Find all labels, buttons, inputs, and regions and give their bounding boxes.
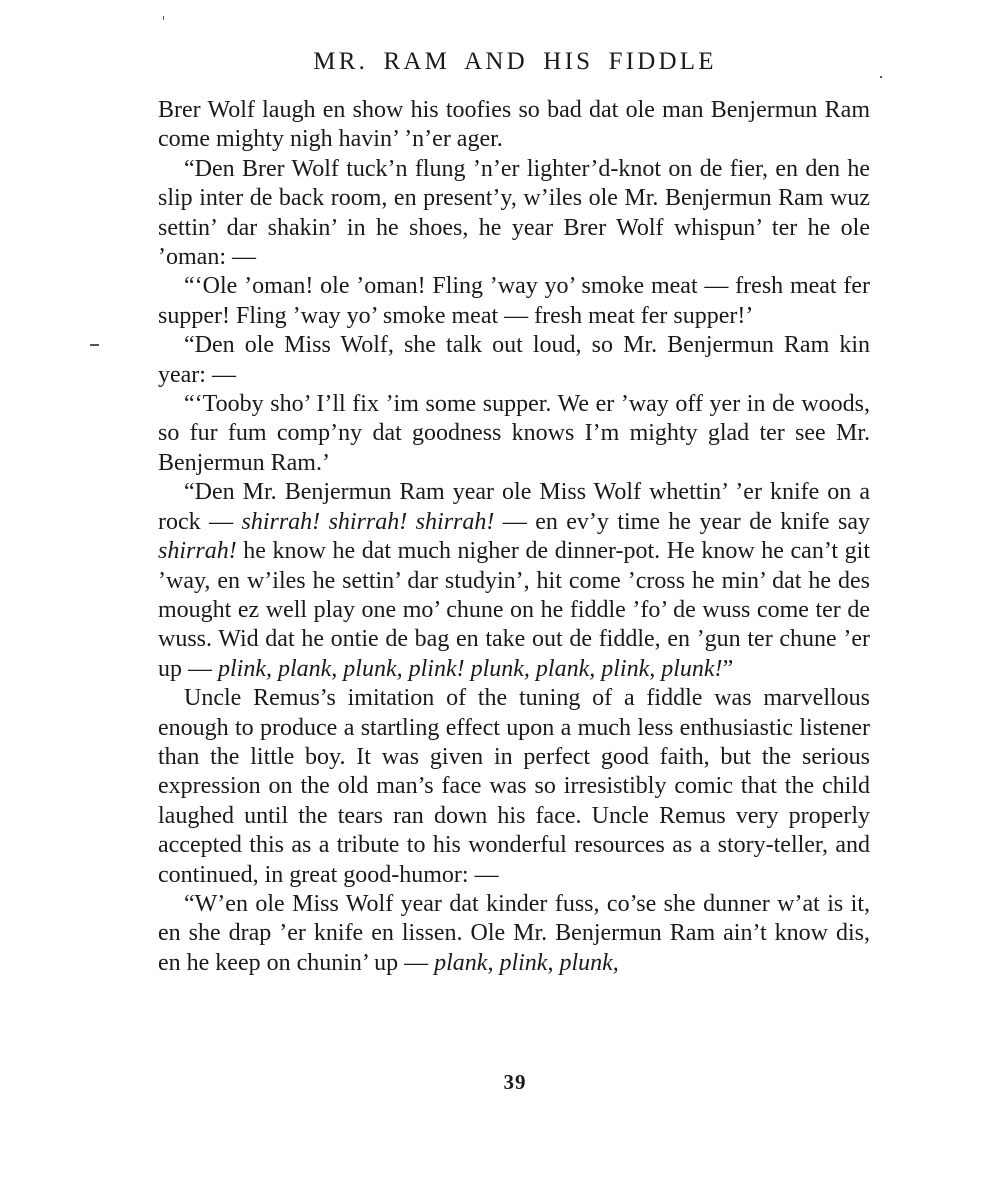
paragraph-1: Brer Wolf laugh en show his toofies so bad dat ole man Benjermun Ram come mighty nigh havin’ ’n’er ager. [158,97,870,153]
paragraph-6-text-3: he know he dat much nigher de dinner-pot. He know he can’t git ’way, en w’iles he settin’ dar studyin’, hit come ’cross he min’ dat he des mought ez well play one mo’ chune on he fiddle ’fo’ de wuss come ter de wuss. Wid dat he ontie de bag en take out de fiddle, en ’gun ter chune ’er up — [158,538,870,682]
paragraph-5: “‘Tooby sho’ I’ll fix ’im some supper. We er ’way off yer in de woods, so fur fum comp’ny dat goodness knows I’m mighty glad ter see Mr. Benjermun Ram.’ [158,391,870,476]
paragraph-6-text-4: ” [722,655,734,682]
paragraph-8 [158,890,870,978]
body-text [158,96,870,978]
paragraph-2: “Den Brer Wolf tuck’n flung ’n’er lighter’d-knot on de fier, en den he slip inter de back room, en present’y, w’iles ole Mr. Benjermun Ram wuz settin’ dar shakin’ in he shoes, he year Brer Wolf whispun’ ter he ole ’oman: — [158,155,870,271]
paragraph-6-italic-1: shirrah! shirrah! shirrah! [241,508,495,535]
paragraph-8-italic-1: plank, plink, plunk, [434,949,619,976]
page-number: 39 [503,1070,527,1094]
scan-speck [163,16,164,20]
running-title: MR. RAM AND HIS FIDDLE [313,48,717,75]
scan-speck [880,76,882,78]
paragraph-6-italic-3: plink, plank, plunk, plink! plunk, plank, plink, plunk! [218,655,723,682]
paragraph-4: “Den ole Miss Wolf, she talk out loud, so Mr. Benjermun Ram kin year: — [158,332,870,388]
paragraph-6-italic-2: shirrah! [158,538,237,565]
paragraph-8-text-1: “W’en ole Miss Wolf year dat kinder fuss, co’se she dunner w’at is it, en she drap ’er knife en lissen. Ole Mr. Benjermun Ram ain’t know dis, en he keep on chunin’ up — [158,890,870,976]
paragraph-6-text-1: “Den Mr. Benjermun Ram year ole Miss Wolf whettin’ ’er knife on a rock — [158,479,870,535]
scan-speck [90,344,99,346]
paragraph-6-text-2: — en ev’y time he year de knife say [494,508,870,535]
paragraph-7: Uncle Remus’s imitation of the tuning of a fiddle was marvellous enough to produce a startling effect upon a much less enthusiastic listener than the little boy. It was given in perfect good faith, but the serious expression on the old man’s face was so irresistibly comic that the child laughed until the tears ran down his face. Uncle Remus very properly accepted this as a tribute to his wonderful resources as a story-teller, and continued, in great good-humor: — [158,685,870,888]
paragraph-6 [158,478,870,684]
paragraph-3: “‘Ole ’oman! ole ’oman! Fling ’way yo’ smoke meat — fresh meat fer supper! Fling ’way yo’ smoke meat — fresh meat fer supper!’ [158,273,870,329]
